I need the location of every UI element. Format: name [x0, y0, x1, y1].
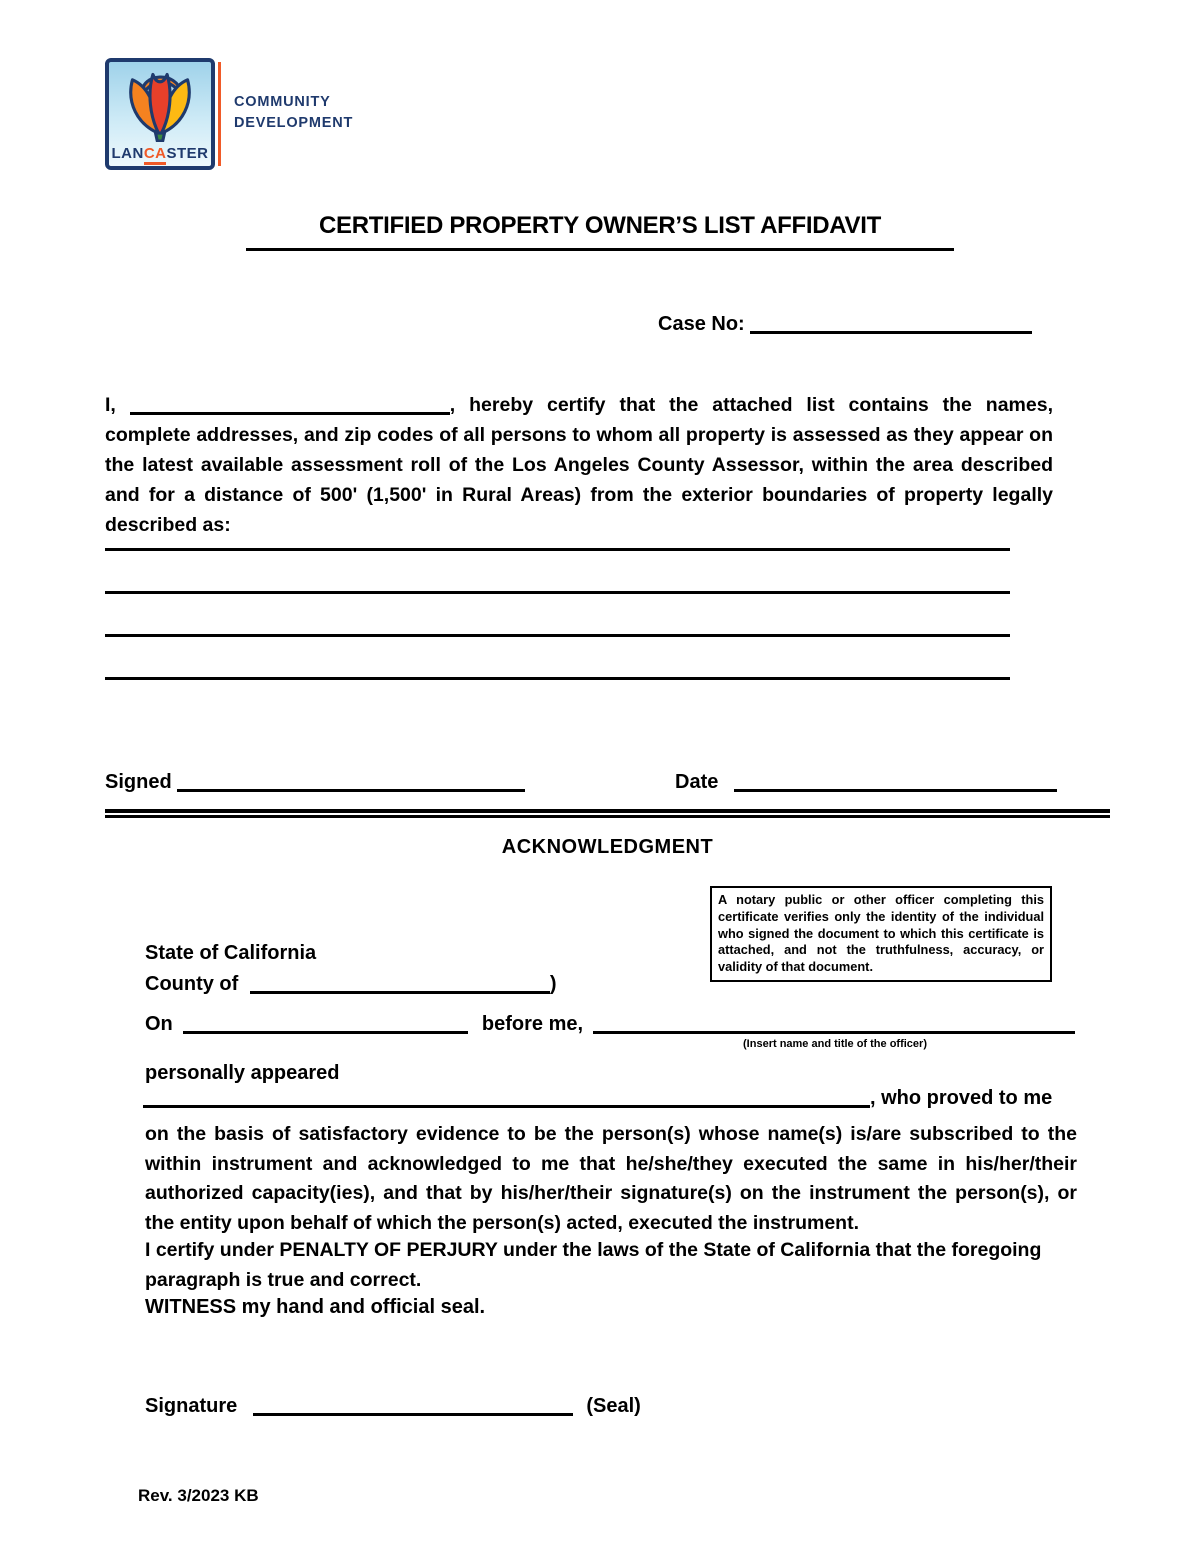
signature-label: Signature — [145, 1395, 238, 1417]
county-blank[interactable] — [250, 972, 550, 994]
on-label: On — [145, 1013, 173, 1035]
legal-description-line-2[interactable] — [105, 591, 1010, 594]
on-before-me-row — [145, 1012, 1075, 1036]
who-proved-suffix: , who proved to me — [870, 1087, 1053, 1109]
notary-officer-blank[interactable] — [593, 1012, 1075, 1034]
section-divider — [105, 809, 1110, 818]
notary-date-blank[interactable] — [183, 1012, 468, 1034]
acknowledgment-heading: ACKNOWLEDGMENT — [501, 836, 714, 858]
signed-blank[interactable] — [177, 770, 525, 792]
title-underline — [246, 248, 954, 251]
logo-city-accent: CA — [144, 145, 167, 165]
appearer-row — [143, 1086, 1052, 1110]
signed-row — [105, 770, 525, 794]
county-paren: ) — [549, 973, 557, 995]
state-line — [145, 942, 316, 965]
officer-hint: (Insert name and title of the officer) — [743, 1038, 927, 1050]
poppy-flower-icon — [113, 62, 207, 142]
witness-line — [145, 1296, 485, 1319]
appearer-name-blank[interactable] — [143, 1086, 870, 1108]
logo-department-line2: DEVELOPMENT — [234, 115, 354, 131]
logo-department-line1: COMMUNITY — [234, 94, 331, 110]
notary-notice-box — [710, 886, 1052, 982]
legal-description-line-1[interactable] — [105, 548, 1010, 551]
personally-appeared-label: personally appeared — [145, 1062, 340, 1084]
signed-label: Signed — [105, 771, 172, 793]
revision-note: Rev. 3/2023 KB — [138, 1486, 259, 1505]
county-row — [145, 972, 557, 996]
perjury-statement: I certify under PENALTY OF PERJURY under the laws of the State of California that the foregoing paragraph is true and correct. — [145, 1239, 1042, 1291]
intro-prefix: I, — [105, 394, 116, 416]
intro-suffix: , hereby certify that the attached list contains the names, complete addresses, and zip codes of all persons to whom all property is assessed as they appear on the latest available assessment roll of the Los Angeles County Assessor, within the area described and for a distance of 500' (1,500' in Rural Areas) from the exterior boundaries of property legally described as: — [105, 394, 1053, 536]
date-row — [675, 770, 1057, 794]
witness-text: WITNESS my hand and official seal. — [145, 1296, 486, 1318]
certification-paragraph — [105, 390, 1053, 540]
date-blank[interactable] — [734, 770, 1057, 792]
logo-city-prefix: LAN — [111, 145, 144, 162]
personally-appeared-row — [145, 1062, 340, 1085]
logo-city-suffix: STER — [166, 145, 209, 162]
date-label: Date — [675, 771, 719, 793]
lancaster-logo — [105, 58, 215, 170]
state-label: State of California — [145, 942, 317, 964]
case-no-row — [658, 312, 1032, 336]
signature-row — [145, 1394, 641, 1418]
notary-signature-blank[interactable] — [253, 1394, 573, 1416]
legal-description-line-3[interactable] — [105, 634, 1010, 637]
page-title: CERTIFIED PROPERTY OWNER’S LIST AFFIDAVIT — [319, 212, 881, 239]
affiant-name-blank[interactable] — [130, 393, 450, 415]
seal-label: (Seal) — [586, 1395, 641, 1417]
case-no-label: Case No: — [658, 313, 745, 335]
legal-description-line-4[interactable] — [105, 677, 1010, 680]
acknowledgment-body: on the basis of satisfactory evidence to be the person(s) whose name(s) is/are subscribed to the within instrument and acknowledged to me that he/she/they executed the same in his/her/their authorized capacity(ies), and that by his/her/their signature(s) on the instrument the person(s), or the entity upon behalf of which the person(s) acted, executed the instrument. — [145, 1123, 1077, 1234]
logo-department — [234, 92, 353, 134]
county-label: County of — [145, 973, 239, 995]
notary-notice-text: A notary public or other officer completing this certificate verifies only the identity of the individual who signed the document to which this certificate is attached, and not the truthfulness, accuracy, or validity of that document. — [718, 892, 1044, 975]
case-no-blank[interactable] — [750, 312, 1032, 334]
logo-city-name — [109, 146, 211, 162]
logo-divider — [218, 62, 221, 166]
before-me-label: before me, — [481, 1013, 584, 1035]
